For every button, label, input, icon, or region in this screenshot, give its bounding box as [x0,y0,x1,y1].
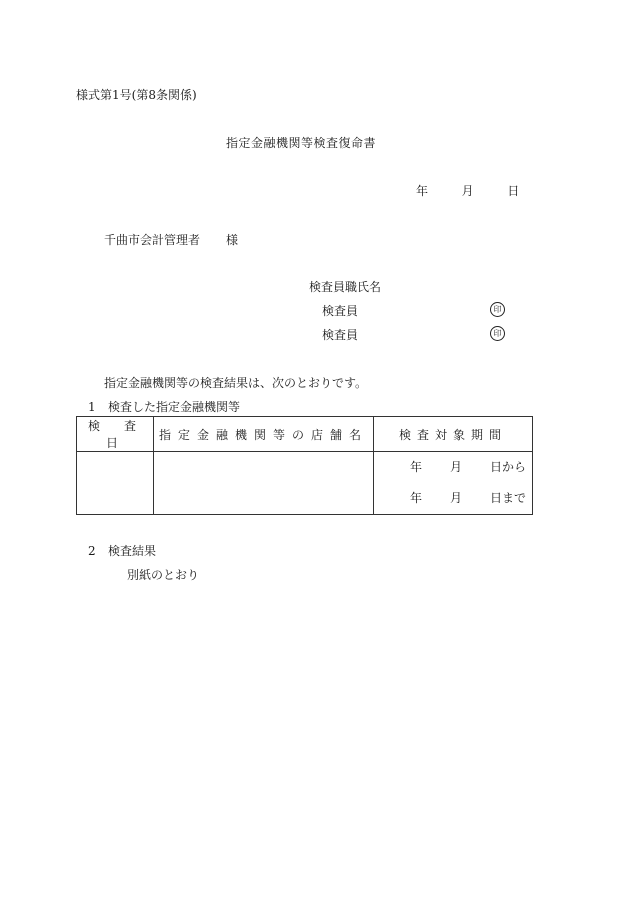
form-number: 様式第1号(第8条関係) [76,88,197,102]
inspector-label-1: 検査員 [322,304,359,318]
period-from-year: 年 [410,460,423,474]
addressee-name: 千曲市会計管理者 [104,233,201,247]
table-row [77,452,533,515]
intro-text: 指定金融機関等の検査結果は、次のとおりです。 [104,376,368,390]
period-from-month: 月 [450,460,463,474]
section-1-number: 1 [88,400,96,414]
section-2-heading [88,542,156,559]
inspection-table [76,416,533,515]
inspector-label-2: 検査員 [322,328,359,342]
addressee [104,231,238,248]
table-header-row [77,417,533,452]
period-to-day: 日まで [490,491,527,505]
date-year-label: 年 [416,184,429,198]
cell-branch-name[interactable] [154,452,374,515]
header-target-period: 検査対象期間 [374,417,533,452]
date-month-label: 月 [461,184,474,198]
inspector-header: 検査員職氏名 [309,280,382,294]
period-from-line [374,452,532,483]
result-body-text: 別紙のとおり [127,568,200,582]
addressee-honorific: 様 [226,233,239,247]
section-1-heading [88,398,240,415]
cell-target-period[interactable] [374,452,533,515]
header-branch-name: 指定金融機関等の店舗名 [154,417,374,452]
period-to-year: 年 [410,491,423,505]
date-line [416,182,519,199]
seal-mark-icon: 印 [490,302,505,317]
document-title: 指定金融機関等検査復命書 [226,136,377,150]
date-day-label: 日 [507,184,520,198]
period-to-month: 月 [450,491,463,505]
header-inspection-date: 検 査 日 [77,417,154,452]
cell-inspection-date[interactable] [77,452,154,515]
section-1-title: 検査した指定金融機関等 [108,400,241,414]
section-2-title: 検査結果 [108,544,157,558]
period-from-day: 日から [490,460,527,474]
period-to-line [374,483,532,514]
section-2-number: 2 [88,544,96,558]
seal-mark-icon: 印 [490,326,505,341]
